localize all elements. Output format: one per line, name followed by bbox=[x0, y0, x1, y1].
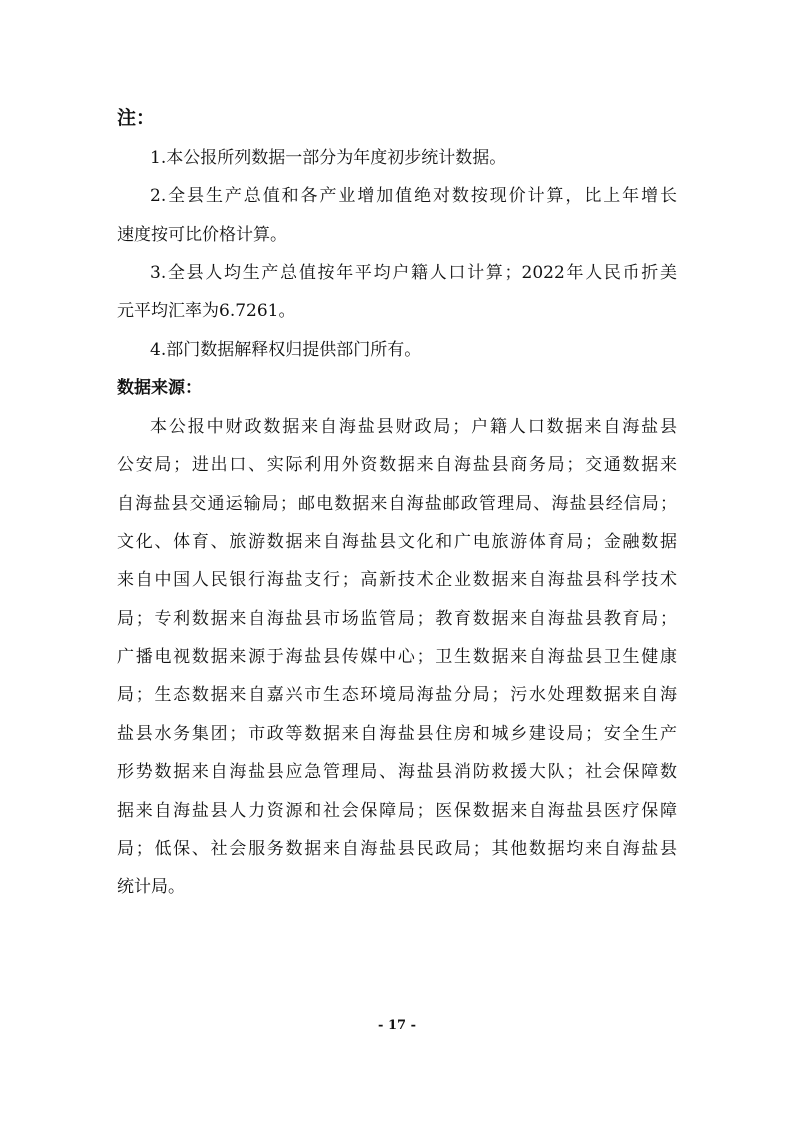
note-1: 1.本公报所列数据一部分为年度初步统计数据。 bbox=[150, 148, 507, 168]
note-2-cont: 速度按可比价格计算。 bbox=[117, 225, 287, 245]
sources-line: 盐县水务集团；市政等数据来自海盐县住房和城乡建设局；安全生产 bbox=[117, 724, 677, 744]
sources-line: 局；生态数据来自嘉兴市生态环境局海盐分局；污水处理数据来自海 bbox=[117, 685, 677, 705]
sources-line: 公安局；进出口、实际利用外资数据来自海盐县商务局；交通数据来 bbox=[117, 455, 677, 475]
sources-line: 局；低保、社会服务数据来自海盐县民政局；其他数据均来自海盐县 bbox=[117, 839, 677, 859]
sources-line: 据来自海盐县人力资源和社会保障局；医保数据来自海盐县医疗保障 bbox=[117, 801, 677, 821]
note-2: 2.全县生产总值和各产业增加值绝对数按现价计算，比上年增长 bbox=[150, 186, 677, 206]
notes-heading: 注： bbox=[117, 107, 156, 129]
note-3-cont: 元平均汇率为6.7261。 bbox=[117, 301, 296, 321]
sources-line: 局；专利数据来自海盐县市场监管局；教育数据来自海盐县教育局； bbox=[117, 609, 677, 629]
sources-heading: 数据来源： bbox=[117, 378, 202, 398]
note-3: 3.全县人均生产总值按年平均户籍人口计算；2022年人民币折美 bbox=[150, 263, 677, 283]
sources-line: 文化、体育、旅游数据来自海盐县文化和广电旅游体育局；金融数据 bbox=[117, 532, 677, 552]
sources-line: 本公报中财政数据来自海盐县财政局；户籍人口数据来自海盐县 bbox=[150, 417, 677, 437]
sources-line: 来自中国人民银行海盐支行；高新技术企业数据来自海盐县科学技术 bbox=[117, 570, 677, 590]
sources-line: 自海盐县交通运输局；邮电数据来自海盐邮政管理局、海盐县经信局； bbox=[117, 494, 677, 514]
sources-line: 形势数据来自海盐县应急管理局、海盐县消防救援大队；社会保障数 bbox=[117, 762, 677, 782]
sources-line: 统计局。 bbox=[117, 877, 185, 897]
page-number: - 17 - bbox=[378, 1018, 416, 1033]
sources-line: 广播电视数据来源于海盐县传媒中心；卫生数据来自海盐县卫生健康 bbox=[117, 647, 677, 667]
note-4: 4.部门数据解释权归提供部门所有。 bbox=[150, 340, 422, 360]
